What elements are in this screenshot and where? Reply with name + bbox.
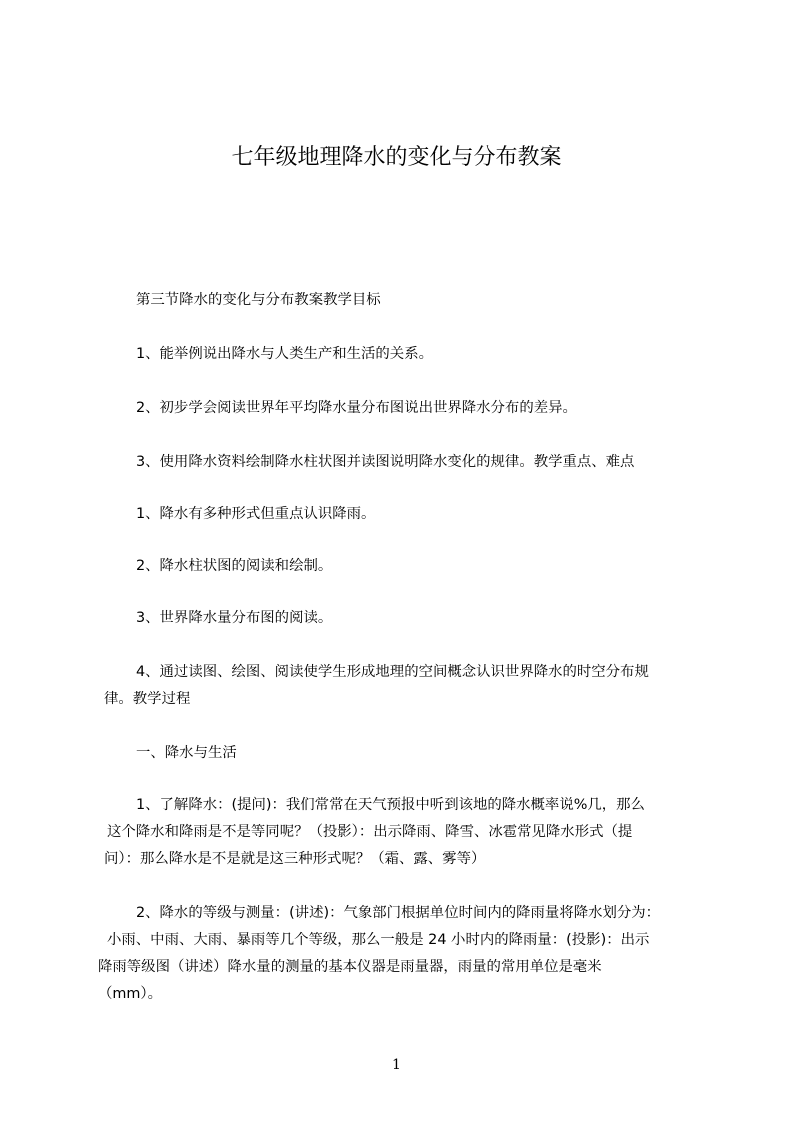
paragraph-line: 2、初步学会阅读世界年平均降水量分布图说出世界降水分布的差异。	[136, 400, 577, 416]
paragraph-line: 3、世界降水量分布图的阅读。	[136, 610, 333, 626]
paragraph-line: 降雨等级图（讲述）降水量的测量的基本仪器是雨量器，雨量的常用单位是毫米	[98, 959, 602, 975]
paragraph-key-point-2	[136, 553, 756, 580]
paragraph-key-point-1	[136, 501, 756, 528]
paragraph-line: 这个降水和降雨是不是等同呢？（投影）：出示降雨、降雪、冰雹常见降水形式（提	[107, 824, 633, 840]
paragraph-line: （mm）。	[98, 986, 163, 1002]
paragraph-line: 3、使用降水资料绘制降水柱状图并读图说明降水变化的规律。教学重点、难点	[136, 454, 635, 470]
paragraph-line: 1、了解降水：(提问)：我们常常在天气预报中听到该地的降水概率说%几，那么	[136, 797, 645, 813]
paragraph-line: 律。教学过程	[104, 691, 191, 707]
paragraph-line: 4、通过读图、绘图、阅读使学生形成地理的空间概念认识世界降水的时空分布规	[136, 664, 649, 680]
document-title: 七年级地理降水的变化与分布教案	[231, 145, 562, 170]
paragraph-line: 1、能举例说出降水与人类生产和生活的关系。	[136, 346, 433, 362]
paragraph-key-point-4	[104, 659, 724, 713]
paragraph-objectives-heading	[136, 287, 756, 314]
paragraph-objective-3	[136, 449, 756, 476]
paragraph-line: 小雨、中雨、大雨、暴雨等几个等级，那么一般是 24 小时内的降雨量：(投影)：出示	[107, 932, 650, 948]
paragraph-key-point-3	[136, 605, 756, 632]
paragraph-line: 第三节降水的变化与分布教案教学目标	[136, 292, 381, 308]
paragraph-objective-2	[136, 395, 756, 422]
paragraph-process-2	[98, 900, 724, 1008]
paragraph-process-1	[104, 792, 724, 873]
paragraph-line: 一、降水与生活	[136, 745, 237, 761]
page-number: 1	[392, 1057, 401, 1073]
paragraph-objective-1	[136, 341, 756, 368]
paragraph-line: 2、降水柱状图的阅读和绘制。	[136, 558, 333, 574]
paragraph-line: 1、降水有多种形式但重点认识降雨。	[136, 506, 376, 522]
paragraph-line: 问）：那么降水是不是就是这三种形式呢？（霜、露、雾等）	[104, 851, 486, 867]
paragraph-line: 2、降水的等级与测量：(讲述)：气象部门根据单位时间内的降雨量将降水划分为：	[136, 905, 661, 921]
paragraph-section-heading	[136, 740, 756, 767]
